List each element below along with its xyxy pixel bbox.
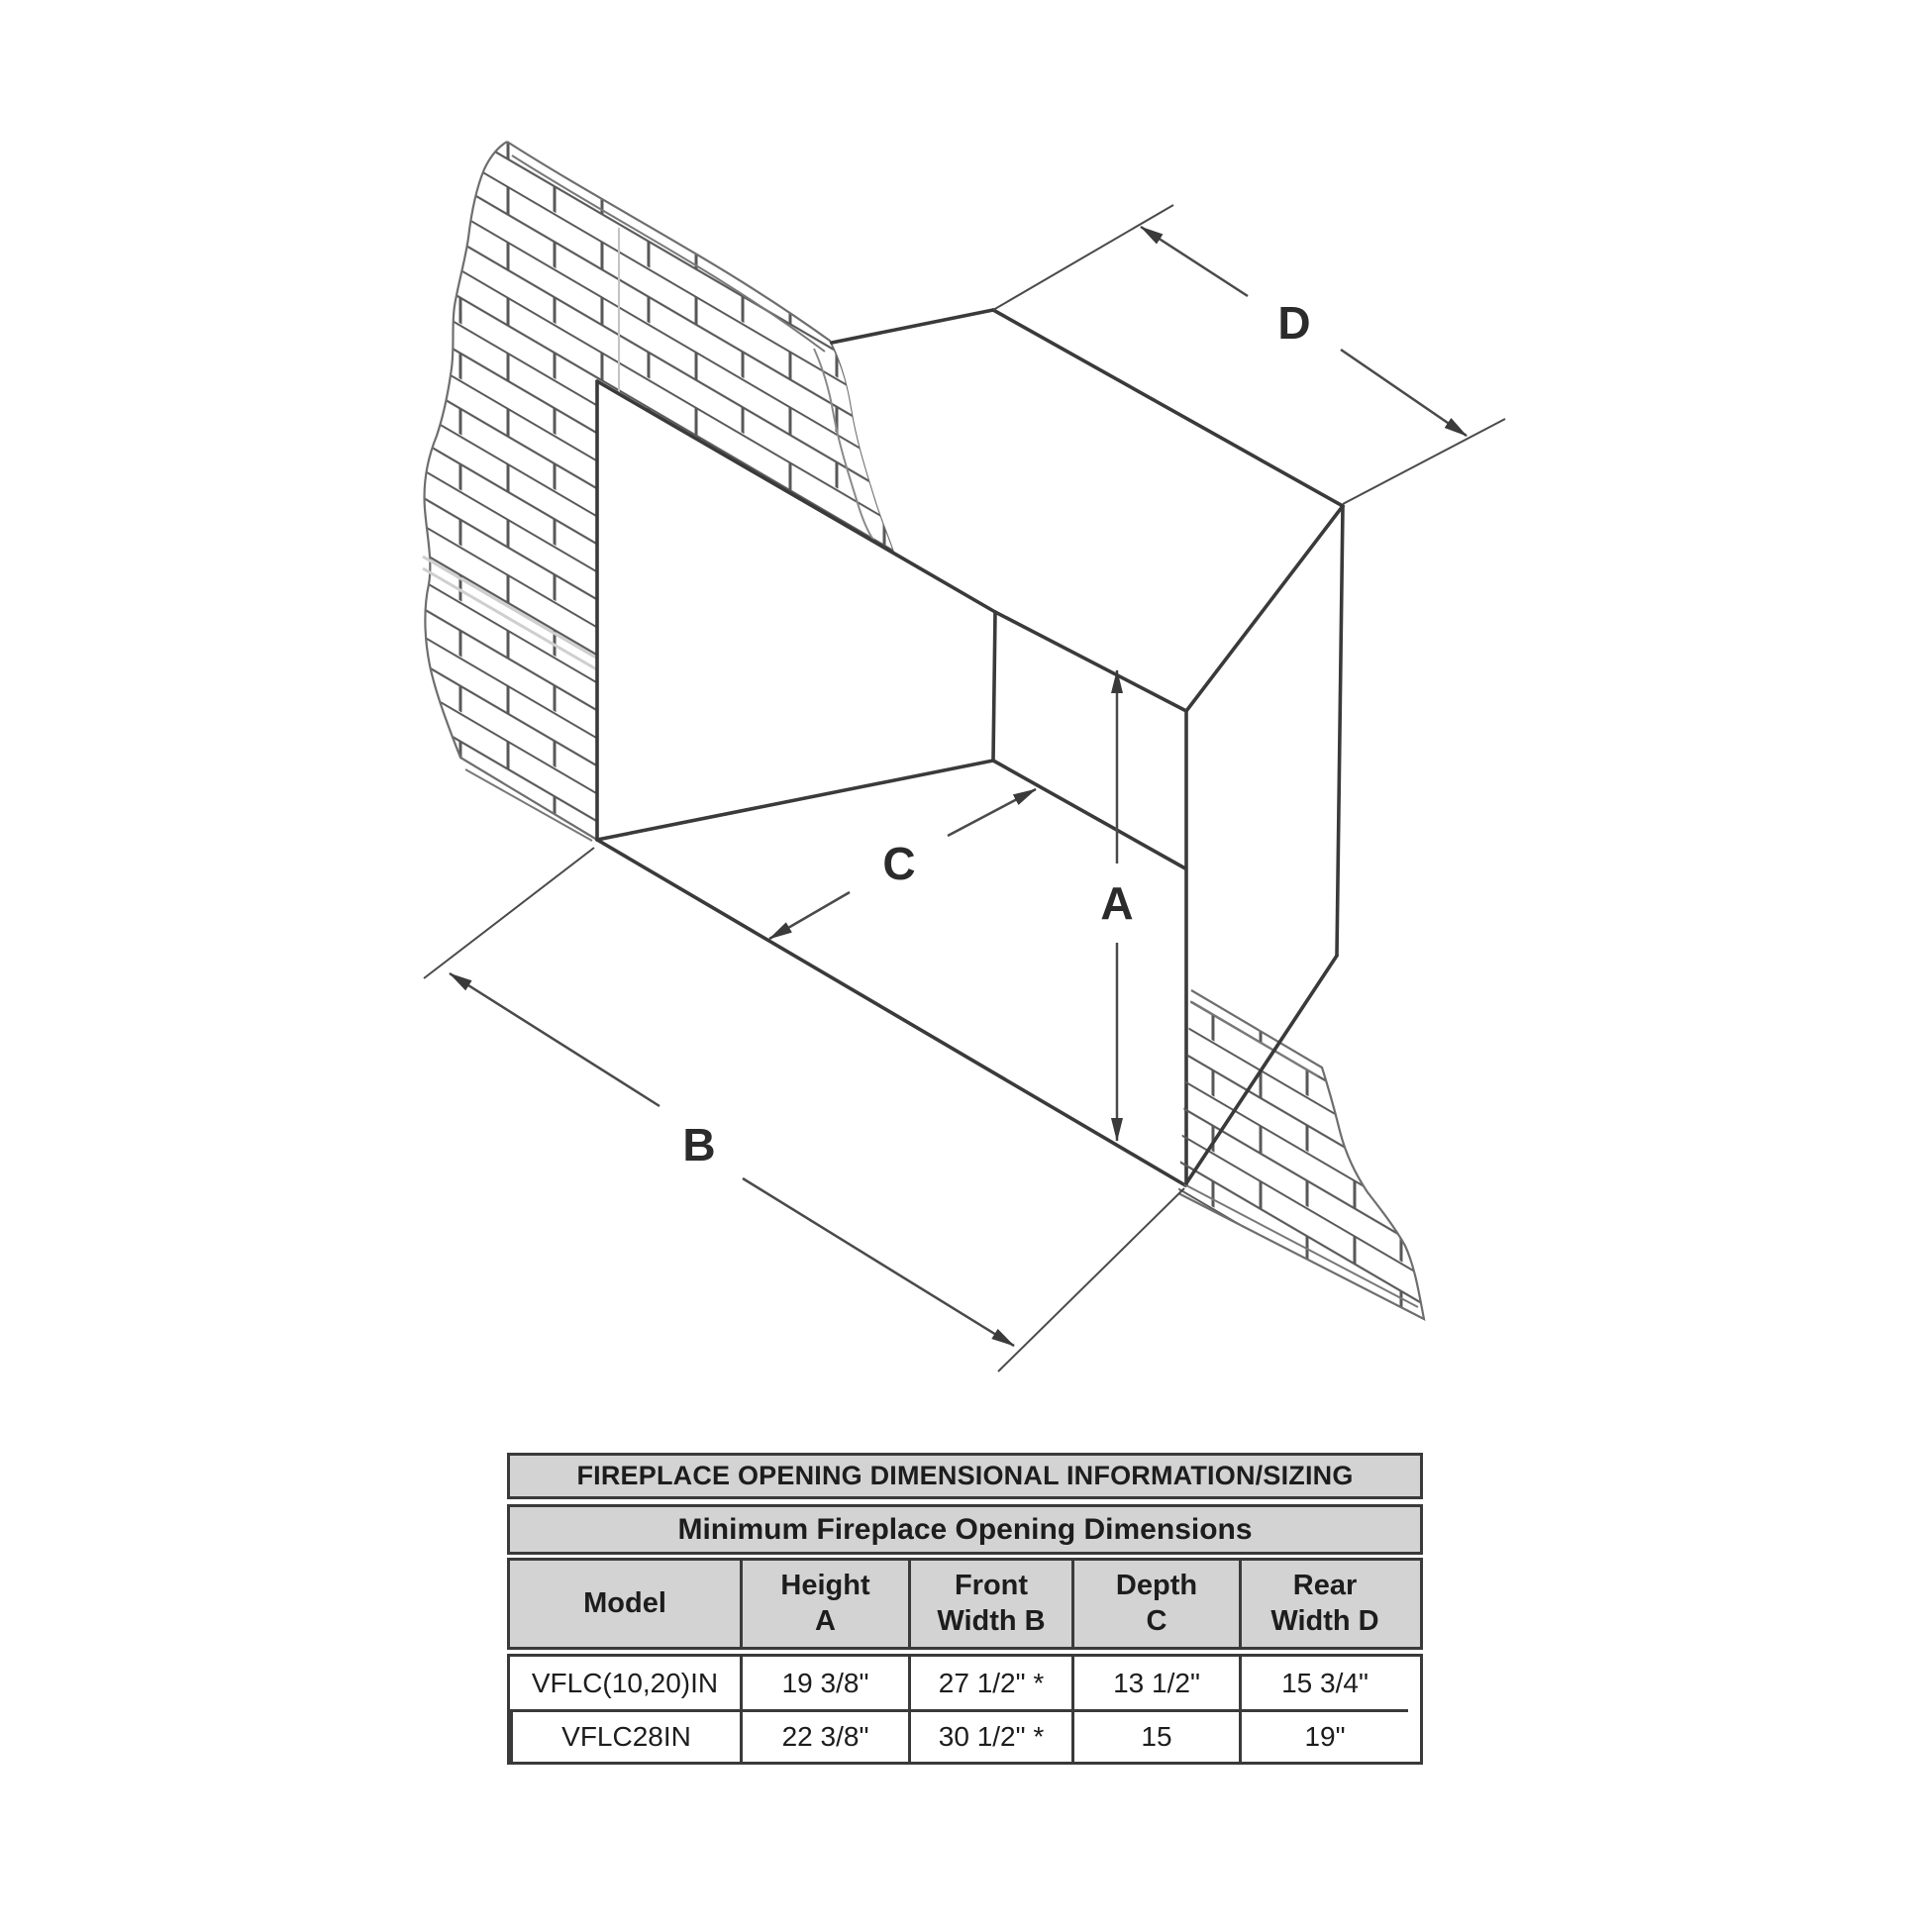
table-cell-height: 22 3/8" <box>740 1709 908 1762</box>
table-cell-height: 19 3/8" <box>740 1657 908 1709</box>
column-header-depth-c <box>1071 1561 1239 1647</box>
inner-corner-edge <box>993 612 995 761</box>
column-header-text: Width D <box>1270 1604 1379 1637</box>
column-header-text: Rear <box>1292 1570 1358 1602</box>
column-header-rear-width-d <box>1239 1561 1408 1647</box>
column-header-text: Width B <box>937 1604 1046 1637</box>
column-header-text: C <box>1146 1604 1167 1637</box>
table-cell-depth: 15 <box>1071 1709 1239 1762</box>
table-cell-model: VFLC28IN <box>510 1709 740 1762</box>
table-title: FIREPLACE OPENING DIMENSIONAL INFORMATION/SIZING <box>507 1453 1423 1499</box>
table-subtitle: Minimum Fireplace Opening Dimensions <box>507 1504 1423 1555</box>
table-cell-rear-width: 19" <box>1239 1709 1408 1762</box>
table-cell-rear-width: 15 3/4" <box>1239 1657 1408 1709</box>
dimension-label-a: A <box>1100 877 1134 929</box>
column-header-text: Depth <box>1115 1570 1198 1602</box>
dimension-label-b: B <box>682 1119 716 1170</box>
column-header-text: Model <box>583 1586 666 1619</box>
column-header-text: Front <box>954 1570 1029 1602</box>
table-data-rows <box>507 1654 1423 1765</box>
table-cell-front-width: 30 1/2" * <box>908 1709 1071 1762</box>
column-header-model <box>510 1561 740 1647</box>
table-cell-model: VFLC(10,20)IN <box>531 1667 719 1698</box>
column-header-text: A <box>815 1604 836 1637</box>
dimension-label-d: D <box>1277 297 1311 349</box>
table-cell-depth: 13 1/2" <box>1071 1657 1239 1709</box>
column-header-height-a <box>740 1561 908 1647</box>
spec-table <box>507 1453 1423 1765</box>
dimension-label-c: C <box>882 838 916 889</box>
table-column-headers <box>507 1558 1423 1650</box>
column-header-text: Height <box>780 1570 870 1602</box>
table-cell-front-width: 27 1/2" * <box>908 1657 1071 1709</box>
column-header-front-width-b <box>908 1561 1071 1647</box>
